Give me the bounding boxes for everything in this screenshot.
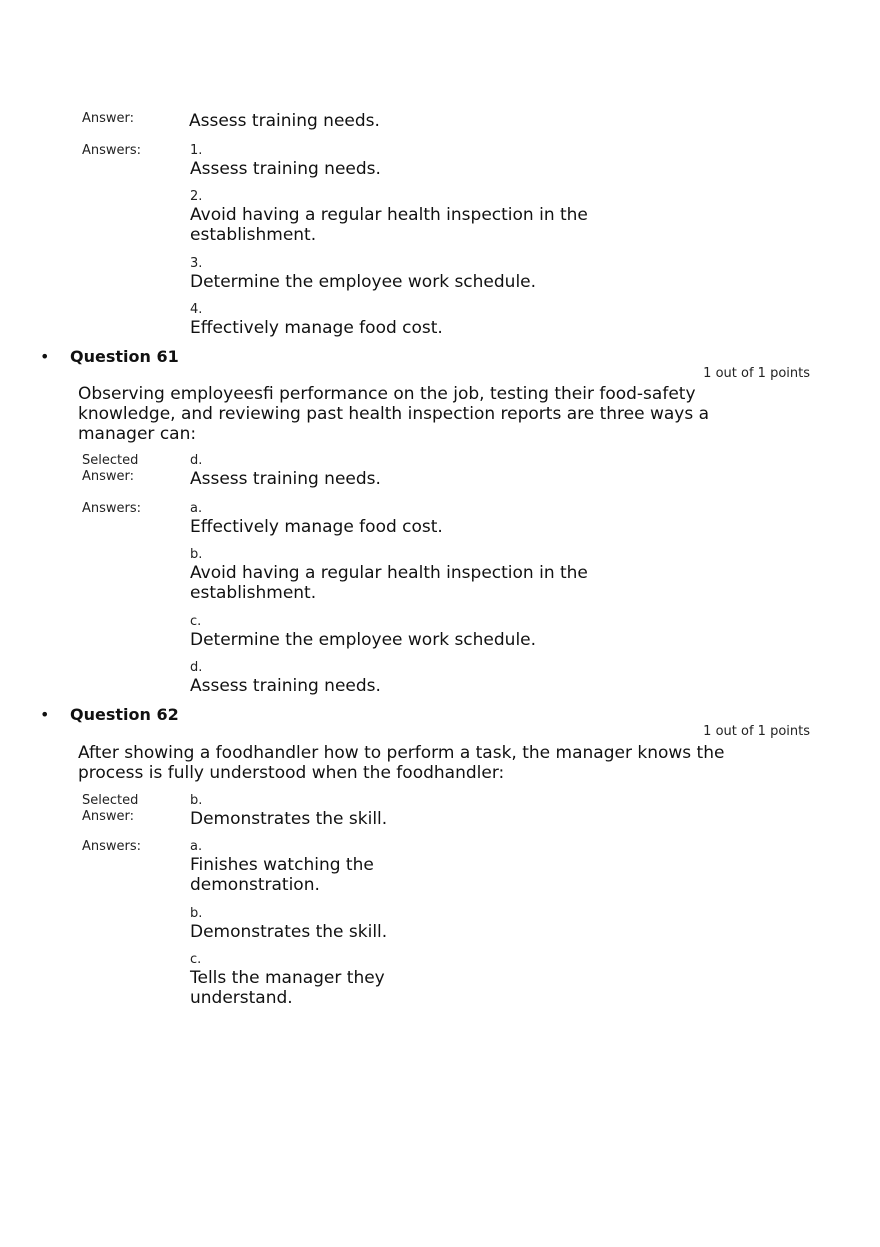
- option-text: Effectively manage food cost.: [190, 517, 443, 537]
- option-marker: a.: [190, 839, 203, 854]
- option-marker: b.: [190, 906, 203, 921]
- option-text: Effectively manage food cost.: [190, 318, 443, 338]
- answers-label: Answers:: [82, 143, 142, 158]
- option-marker: a.: [190, 501, 203, 516]
- answer-option: [190, 614, 610, 650]
- option-text: Demonstrates the skill.: [190, 922, 388, 942]
- answer-option: [190, 952, 400, 1008]
- question-points: 1 out of 1 points: [703, 366, 810, 381]
- question-text: After showing a foodhandler how to perform a task, the manager knows the process is fully understood when the foodhandler:: [78, 743, 725, 783]
- question-title: Question 62: [70, 705, 179, 724]
- option-text: Determine the employee work schedule.: [190, 630, 537, 650]
- selected-answer-label: Selected Answer:: [82, 793, 139, 824]
- option-marker: b.: [190, 793, 203, 808]
- option-marker: 2.: [190, 189, 203, 204]
- option-marker: 4.: [190, 302, 203, 317]
- answer-option: [190, 302, 610, 338]
- question-points: 1 out of 1 points: [703, 724, 810, 739]
- answer-option: [190, 906, 400, 942]
- option-text: Determine the employee work schedule.: [190, 272, 537, 292]
- option-marker: 1.: [190, 143, 203, 158]
- bullet: •: [40, 705, 50, 724]
- answer-option: [190, 189, 610, 245]
- bullet: •: [40, 347, 50, 366]
- option-text: Assess training needs.: [190, 159, 381, 179]
- option-marker: d.: [190, 660, 203, 675]
- option-text: Avoid having a regular health inspection in the establishment.: [190, 563, 588, 603]
- option-text: Assess training needs.: [190, 469, 381, 489]
- option-text: Assess training needs.: [190, 676, 381, 696]
- answer-label: Answer:: [82, 111, 135, 126]
- answer-option: [190, 143, 610, 179]
- selected-answer: [190, 793, 610, 829]
- option-marker: c.: [190, 614, 202, 629]
- answer-option: [190, 256, 610, 292]
- selected-answer-label: Selected Answer:: [82, 453, 139, 484]
- option-marker: b.: [190, 547, 203, 562]
- answer-option: [190, 547, 610, 603]
- option-text: Demonstrates the skill.: [190, 809, 388, 829]
- option-text: Finishes watching the demonstration.: [190, 855, 374, 895]
- answers-label: Answers:: [82, 839, 142, 854]
- option-marker: c.: [190, 952, 202, 967]
- option-marker: 3.: [190, 256, 203, 271]
- answer-value: Assess training needs.: [189, 111, 380, 131]
- answer-option: [190, 501, 610, 537]
- option-marker: d.: [190, 453, 203, 468]
- answer-option: [190, 839, 400, 895]
- option-text: Avoid having a regular health inspection in the establishment.: [190, 205, 588, 245]
- option-text: Tells the manager they understand.: [190, 968, 385, 1008]
- question-title: Question 61: [70, 347, 179, 366]
- selected-answer: [190, 453, 610, 489]
- answers-label: Answers:: [82, 501, 142, 516]
- answer-option: [190, 660, 610, 696]
- question-text: Observing employeesfi performance on the job, testing their food-safety knowledge, and reviewing past health inspection reports are three ways a manager can:: [78, 384, 710, 444]
